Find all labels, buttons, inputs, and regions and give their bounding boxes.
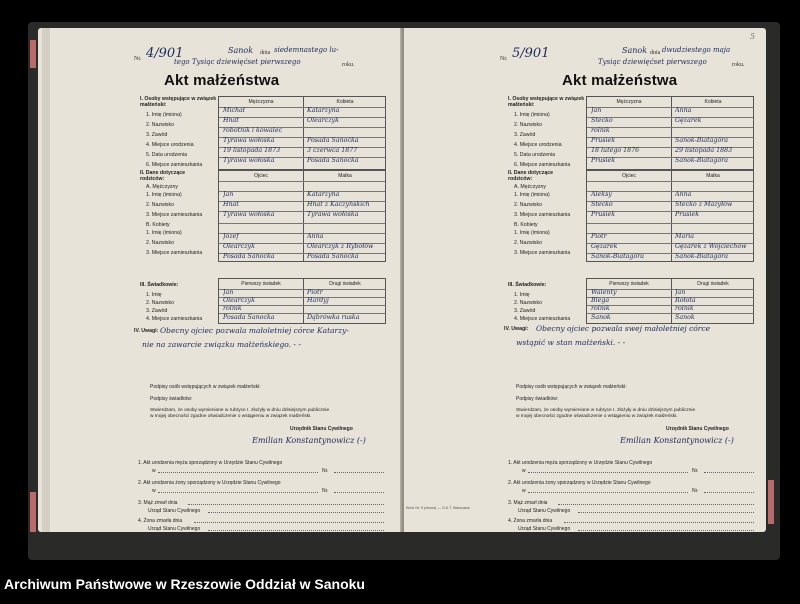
note-4-line [564, 522, 754, 523]
woman-first-name: Katarzyna [307, 107, 340, 114]
row-label: 4. Miejsce urodzenia [146, 142, 194, 148]
row-label: 1. Imię (imiona) [146, 192, 182, 198]
witness-2-occupation: rolnik [675, 305, 694, 312]
row-label: 1. Imię [514, 292, 530, 298]
woman-residence: Posada Sanocka [307, 157, 359, 164]
witness-1-residence: Posada Sanocka [223, 314, 275, 321]
remarks-line-1: Obecny ojciec pozwala swej małoletniej córce [536, 324, 711, 333]
signatures-couple-label: Podpisy osób wstępujących w związek małżeński: [516, 384, 627, 390]
groom-mother-residence: Prusiek [675, 211, 700, 218]
column-header-witness-2: Drugi świadek [329, 281, 361, 287]
row-label: 2. Nazwisko [146, 122, 174, 128]
dnia-label: dnia [260, 50, 271, 56]
page-title: Akt małżeństwa [164, 72, 280, 89]
left-page [38, 28, 402, 532]
registrar-label: Urzędnik Stanu Cywilnego [666, 426, 729, 432]
bride-mother-name: Maria [675, 233, 694, 240]
groom-father-name: Jan [223, 191, 234, 198]
note-4-office-line [578, 530, 754, 531]
registrar-label: Urzędnik Stanu Cywilnego [290, 426, 353, 432]
row-label: 3. Zawód [514, 132, 536, 138]
column-header-father: Ojciec [254, 173, 268, 179]
day-text: siedemnastego lu- [274, 46, 339, 54]
groom-father-surname: Hnat [223, 201, 239, 208]
row-label: 1. Imię (imiona) [514, 192, 550, 198]
row-label: 3. Zawód [146, 132, 168, 138]
note-3: 3. Mąż zmarł dnia [138, 500, 178, 506]
section-2-table [218, 170, 386, 262]
man-occupation: rolnik [591, 127, 610, 134]
note-1: 1. Akt urodzenia męża sporządzony w Urzędzie Stanu Cywilnego [138, 460, 283, 466]
witness-2-name: Jan [675, 289, 686, 296]
note-3-line [558, 504, 754, 505]
nr-label: Nr. [322, 468, 329, 474]
parents-a-label: A. Mężczyzny [514, 184, 546, 190]
row-label: 2. Nazwisko [146, 202, 174, 208]
column-header-woman: Kobieta [704, 99, 722, 105]
declaration-line-1: Stwierdzam, że osoby wymienione w rubryce I. złożyły w dniu dzisiejszym publicznie [150, 408, 330, 413]
place: Sanok [228, 46, 254, 55]
bride-father-surname: Olearczyk [223, 243, 255, 250]
remarks-line-2: wstąpić w stan małżeński. - - [516, 338, 626, 347]
man-surname: Stecko [591, 117, 613, 124]
note-4-line [194, 522, 384, 523]
registrar-signature: Emilian Konstantynowicz (-) [252, 436, 366, 445]
nr-label: Nr. [322, 488, 329, 494]
bride-mother-name: Anna [307, 233, 324, 240]
column-header-witness-1: Pierwszy świadek [241, 281, 281, 287]
section-2-label: II. Dane dotyczące rodziców: [508, 170, 553, 182]
edge-mark-bottom-right [768, 480, 774, 524]
section-1-label: I. Osoby wstępujące w związek małżeński: [508, 96, 585, 108]
section-3-table [586, 278, 754, 324]
row-label: 3. Zawód [146, 308, 168, 314]
bride-father-residence: Sanok-Biatagóra [591, 253, 645, 260]
bride-father-surname: Gęzarek [591, 243, 618, 250]
man-residence: Tyrawa wołoska [223, 157, 275, 164]
row-label: 4. Miejsce urodzenia [514, 142, 562, 148]
row-label: 2. Nazwisko [514, 300, 542, 306]
nr-label: Nr. [500, 56, 508, 62]
woman-birthplace: Sanok-Biatagóra [675, 137, 729, 144]
w-label: w [152, 468, 156, 474]
witness-1-surname: Olearczyk [223, 297, 255, 304]
bride-mother-surname: Olearczyk z Rybołów [307, 243, 374, 250]
declaration-line-1: Stwierdzam, że osoby wymienione w rubryce I. złożyły w dniu dzisiejszym publicznie [516, 408, 696, 413]
groom-father-residence: Prusiek [591, 211, 616, 218]
section-2-label: II. Dane dotyczące rodziców: [140, 170, 185, 182]
note-3-office-line [578, 512, 754, 513]
groom-mother-name: Katarzyna [307, 191, 340, 198]
row-label: 2. Nazwisko [146, 300, 174, 306]
archive-footer: Archiwum Państwowe w Rzeszowie Oddział w Sanoku [4, 576, 365, 592]
row-label: 5. Data urodzenia [146, 152, 187, 158]
note-1-line [528, 472, 688, 473]
row-label: 4. Miejsce zamieszkania [146, 316, 203, 322]
groom-father-surname: Stecko [591, 201, 613, 208]
w-label: w [522, 468, 526, 474]
section-4-label: IV. Uwagi: [504, 326, 529, 332]
right-page [404, 28, 766, 532]
note-1-line [158, 472, 318, 473]
groom-mother-surname: Stecko z Mazyłów [675, 201, 733, 208]
witness-2-residence: Sanok [675, 314, 695, 321]
note-4: 4. Żona zmarła dnia [138, 518, 183, 524]
w-label: w [152, 488, 156, 494]
section-2-table [586, 170, 754, 262]
row-label: 2. Nazwisko [514, 202, 542, 208]
column-header-witness-1: Pierwszy świadek [609, 281, 649, 287]
section-3-table [218, 278, 386, 324]
parents-b-label: B. Kobiety [514, 222, 538, 228]
column-header-man: Mężczyzna [616, 99, 642, 105]
nr-label: Nr. [134, 56, 142, 62]
nr-line [704, 492, 754, 493]
witness-1-name: Jan [223, 289, 234, 296]
binding-strip [42, 28, 50, 532]
row-label: 1. Imię (imiona) [146, 112, 182, 118]
bride-father-name: Piotr [591, 233, 607, 240]
groom-mother-surname: Hnat z Kaczyńskich [307, 201, 370, 208]
remarks-line-2: nie na zawarcie związku małżeńskiego. - - [142, 340, 301, 349]
year-text: Tysiąc dziewięćset pierwszego [598, 58, 707, 66]
row-label: 3. Miejsce zamieszkania [514, 212, 571, 218]
bride-mother-surname: Gęzarek z Wojciechów [675, 243, 747, 250]
man-birthdate: 19 listopada 1873 [223, 147, 281, 154]
row-label: 3. Miejsce zamieszkania [514, 250, 571, 256]
note-4-office-line [208, 530, 384, 531]
man-birthplace: Prusiek [591, 137, 616, 144]
year-text: tego Tysiąc dziewięćset pierwszego [174, 58, 301, 66]
row-label: 1. Imię (imiona) [514, 230, 550, 236]
column-header-woman: Kobieta [336, 99, 354, 105]
roku-label: roku. [342, 62, 355, 68]
note-4-office: Urząd Stanu Cywilnego [518, 526, 571, 532]
row-label: 1. Imię (imiona) [146, 230, 182, 236]
witness-1-name: Walenty [591, 289, 617, 296]
groom-mother-name: Anna [675, 191, 692, 198]
witness-1-occupation: rolnik [591, 305, 610, 312]
dnia-label: dnia [650, 50, 661, 56]
groom-father-residence: Tyrawa wołoska [223, 211, 275, 218]
column-header-father: Ojciec [622, 173, 636, 179]
woman-birthplace: Posada Sanocka [307, 137, 359, 144]
section-4-label: IV. Uwagi: [134, 328, 159, 334]
note-3-office: Urząd Stanu Cywilnego [518, 508, 571, 514]
man-first-name: Michał [223, 107, 245, 114]
row-label: 2. Nazwisko [514, 240, 542, 246]
registrar-signature: Emilian Konstantynowicz (-) [620, 436, 734, 445]
note-2: 2. Akt urodzenia żony sporządzony w Urzędzie Stanu Cywilnego [138, 480, 281, 486]
section-1-table [586, 96, 754, 170]
parents-b-label: B. Kobiety [146, 222, 170, 228]
nr-label: Nr. [692, 468, 699, 474]
section-1-label: I. Osoby wstępujące w związek małżeński: [140, 96, 217, 108]
bride-father-residence: Posada Sanocka [223, 253, 275, 260]
note-3: 3. Mąż zmarł dnia [508, 500, 548, 506]
column-header-mother: Matka [338, 173, 352, 179]
man-first-name: Jan [591, 107, 602, 114]
bride-mother-residence: Sanok-Biatagóra [675, 253, 729, 260]
man-birthdate: 18 lutego 1876 [591, 147, 640, 154]
witness-1-surname: Blega [591, 297, 610, 304]
signatures-witnesses-label: Podpisy świadków: [516, 396, 559, 402]
man-residence: Prusiek [591, 157, 616, 164]
note-4: 4. Żona zmarła dnia [508, 518, 553, 524]
row-label: 1. Imię (imiona) [514, 112, 550, 118]
parents-a-label: A. Mężczyzny [146, 184, 178, 190]
note-4-office: Urząd Stanu Cywilnego [148, 526, 201, 532]
row-label: 5. Data urodzenia [514, 152, 555, 158]
witness-2-name: Piotr [307, 289, 323, 296]
remarks-line-1: Obecny ojciec pozwala małoletniej córce Katarzy- [160, 326, 349, 335]
row-label: 3. Zawód [514, 308, 536, 314]
bride-mother-residence: Posada Sanocka [307, 253, 359, 260]
note-3-office: Urząd Stanu Cywilnego [148, 508, 201, 514]
woman-birthdate: 3 czerwca 1877 [307, 147, 358, 154]
nr-line [334, 472, 384, 473]
woman-surname: Olearczyk [307, 117, 339, 124]
section-1-table [218, 96, 386, 170]
row-label: 2. Nazwisko [514, 122, 542, 128]
row-label: 3. Miejsce zamieszkania [146, 212, 203, 218]
woman-birthdate: 29 listopada 1883 [675, 147, 733, 154]
woman-residence: Sanok-Biatagóra [675, 157, 729, 164]
column-header-mother: Matka [706, 173, 720, 179]
man-birthplace: Tyrawa wołoska [223, 137, 275, 144]
section-3-label: III. Świadkowie: [508, 282, 547, 288]
section-3-label: III. Świadkowie: [140, 282, 179, 288]
page-number: 5 [750, 32, 756, 41]
note-2-line [158, 492, 318, 493]
note-3-line [188, 504, 384, 505]
note-3-office-line [208, 512, 384, 513]
act-number: 5/901 [512, 46, 550, 61]
witness-2-surname: Rołota [675, 297, 696, 304]
act-number: 4/901 [146, 46, 184, 61]
man-surname: Hnat [223, 117, 239, 124]
man-occupation: robotnik i kowalec [223, 127, 283, 134]
bride-father-name: Józef [223, 233, 239, 240]
nr-line [334, 492, 384, 493]
place: Sanok [622, 46, 648, 55]
row-label: 6. Miejsce zamieszkania [514, 162, 571, 168]
row-label: 3. Miejsce zamieszkania [146, 250, 203, 256]
nr-line [704, 472, 754, 473]
note-2: 2. Akt urodzenia żony sporządzony w Urzędzie Stanu Cywilnego [508, 480, 651, 486]
witness-2-residence: Dąbrówka ruska [307, 314, 360, 321]
groom-mother-residence: Tyrawa wołoska [307, 211, 359, 218]
witness-1-occupation: rolnik [223, 305, 242, 312]
nr-label: Nr. [692, 488, 699, 494]
row-label: 2. Nazwisko [146, 240, 174, 246]
witness-2-surname: Hardyj [307, 297, 329, 304]
printer-imprint: Wzór Nr. 9 (strona) — G.K.T. Warszawa [406, 506, 470, 510]
woman-first-name: Anna [675, 107, 692, 114]
edge-mark-bottom-left [30, 492, 36, 532]
declaration-line-2: w mojej obecności zgodne oświadczenie o wstąpieniu w związek małżeński. [150, 414, 312, 419]
row-label: 1. Imię [146, 292, 162, 298]
column-header-man: Mężczyzna [248, 99, 274, 105]
signatures-couple-label: Podpisy osób wstępujących w związek małżeński: [150, 384, 261, 390]
signatures-witnesses-label: Podpisy świadków: [150, 396, 193, 402]
w-label: w [522, 488, 526, 494]
declaration-line-2: w mojej obecności zgodne oświadczenie o wstąpieniu w związek małżeński. [516, 414, 678, 419]
row-label: 4. Miejsce zamieszkania [514, 316, 571, 322]
row-label: 6. Miejsce zamieszkania [146, 162, 203, 168]
page-title: Akt małżeństwa [562, 72, 678, 89]
witness-1-residence: Sanok [591, 314, 611, 321]
groom-father-name: Aleksy [591, 191, 612, 198]
edge-mark-top-left [30, 40, 36, 68]
note-2-line [528, 492, 688, 493]
roku-label: roku. [732, 62, 745, 68]
day-text: dwudziestego maja [662, 46, 731, 54]
woman-surname: Gęzarek [675, 117, 702, 124]
note-1: 1. Akt urodzenia męża sporządzony w Urzędzie Stanu Cywilnego [508, 460, 653, 466]
column-header-witness-2: Drugi świadek [697, 281, 729, 287]
